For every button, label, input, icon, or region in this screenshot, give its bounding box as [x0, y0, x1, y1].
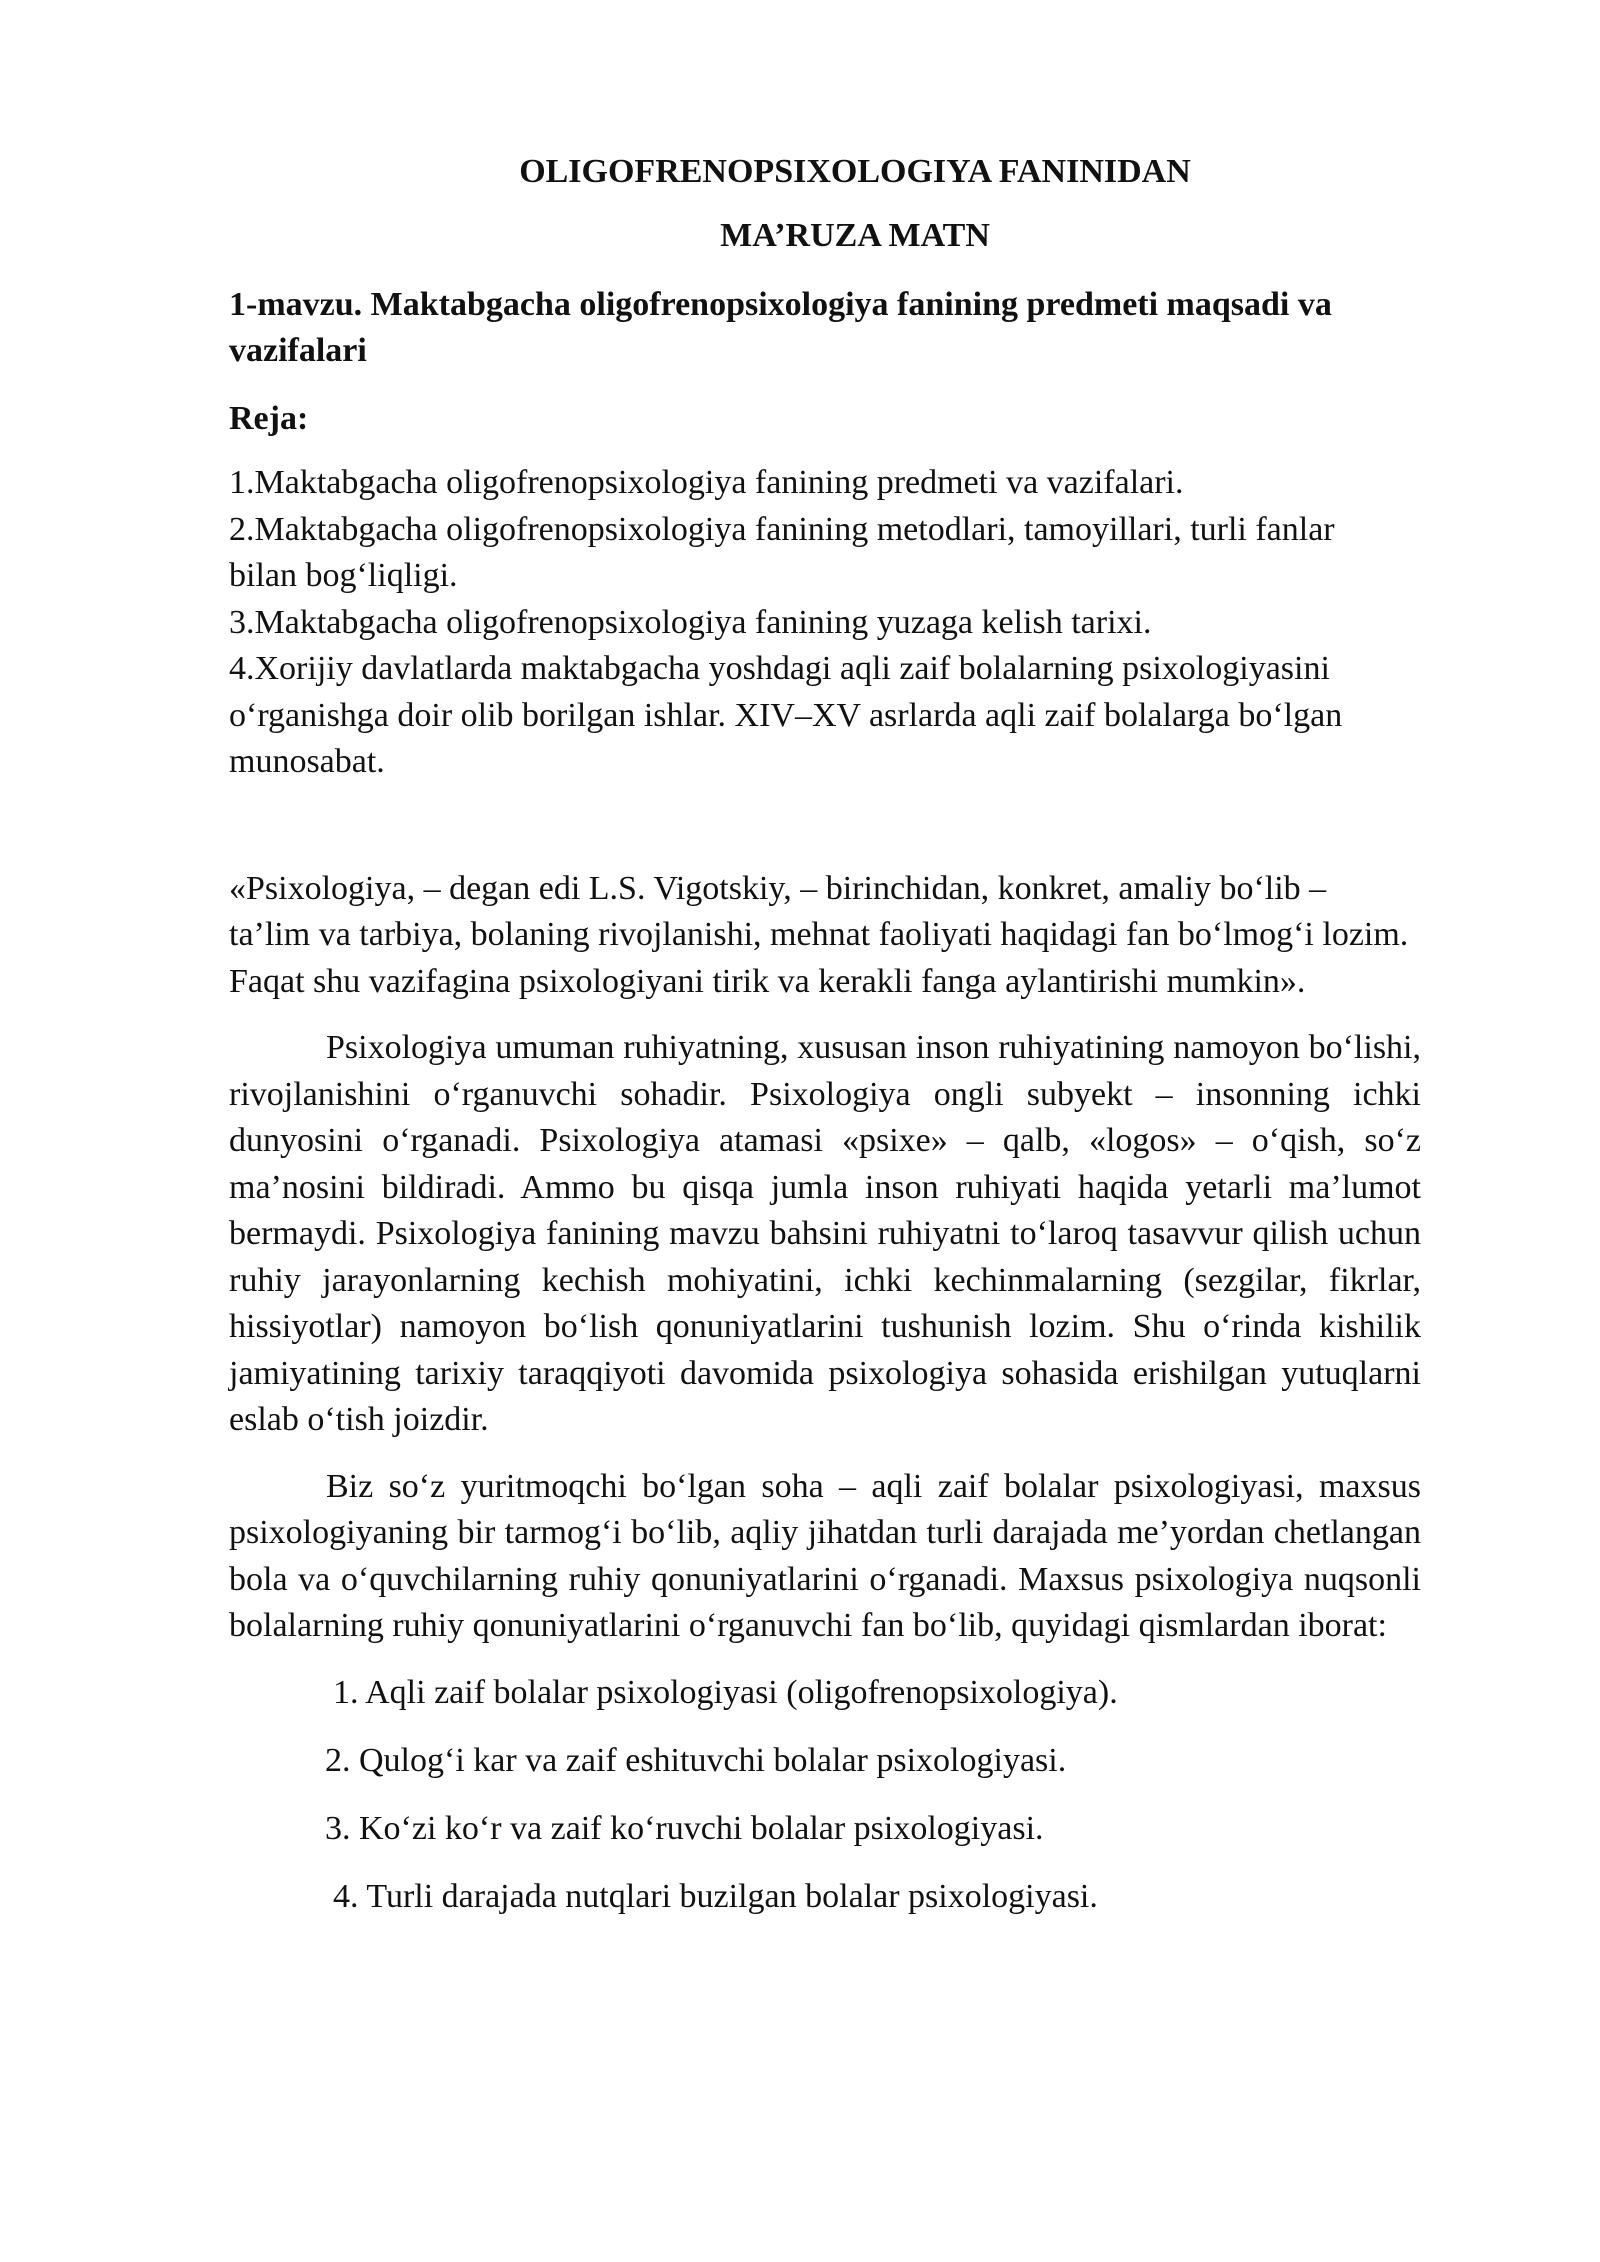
list-item: 2. Qulog‘i kar va zaif eshituvchi bolalar psixologiyasi.: [325, 1741, 1067, 1779]
plan-list: [229, 460, 1421, 786]
plan-item: 2.Maktabgacha oligofrenopsixologiya fanining metodlari, tamoyillari, turli fanlar bilan bog‘liqligi.: [229, 510, 1335, 594]
document-page: [229, 150, 1421, 1942]
list-item: 1. Aqli zaif bolalar psixologiyasi (oligofrenopsixologiya).: [333, 1673, 1118, 1711]
topic-heading: 1-mavzu. Maktabgacha oligofrenopsixologiya fanining predmeti maqsadi va vazifalari: [229, 286, 1332, 369]
body-paragraph: Biz so‘z yuritmoqchi bo‘lgan soha – aqli zaif bolalar psixologiyasi, maxsus psixologiyaning bir tarmog‘i bo‘lib, aqliy jihatdan turli darajada me’yordan chetlangan bola va o‘quvchilarning ruhiy qonuniyatlarini o‘rganadi. Maxsus psixologiya nuqsonli bolalarning ruhiy qonuniyatlarini o‘rganuvchi fan bo‘lib, quyidagi qismlardan iborat:: [229, 1467, 1421, 1644]
document-subtitle: MA’RUZA MATN: [720, 217, 990, 254]
plan-item: 3.Maktabgacha oligofrenopsixologiya fanining yuzaga kelish tarixi.: [229, 603, 1152, 641]
special-psychology-list: [229, 1670, 1421, 1920]
plan-item: 1.Maktabgacha oligofrenopsixologiya fanining predmeti va vazifalari.: [229, 464, 1184, 501]
plan-heading: Reja:: [229, 400, 309, 437]
vigotskiy-quote: «Psixologiya, – degan edi L.S. Vigotskiy, – birinchidan, konkret, amaliy bo‘lib – ta’lim va tarbiya, bolaning rivojlanishi, mehnat faoliyati haqidagi fan bo‘lmog‘i lozim. Faqat shu vazifagina psixologiyani tirik va kerakli fanga aylantirishi mumkin».: [229, 869, 1409, 1000]
body-paragraph: Psixologiya umuman ruhiyatning, xususan inson ruhiyatining namoyon bo‘lishi, rivojlanishini o‘rganuvchi sohadir. Psixologiya ongli subyekt – insonning ichki dunyosini o‘rganadi. Psixologiya atamasi «psixe» – qalb, «logos» – o‘qish, so‘z ma’nosini bildiradi. Ammo bu qisqa jumla inson ruhiyati haqida yetarli ma’lumot bermaydi. Psixologiya fanining mavzu bahsini ruhiyatni to‘laroq tasavvur qilish uchun ruhiy jarayonlarning kechish mohiyatini, ichki kechinmalarning (sezgilar, fikrlar, hissiyotlar) namoyon bo‘lish qonuniyatlarini tushunish lozim. Shu o‘rinda kishilik jamiyatining tarixiy taraqqiyoti davomida psixologiya sohasida erishilgan yutuqlarni eslab o‘tish joizdir.: [229, 1029, 1421, 1438]
list-item: 4. Turli darajada nutqlari buzilgan bolalar psixologiyasi.: [333, 1877, 1098, 1915]
plan-item: 4.Xorijiy davlatlarda maktabgacha yoshdagi aqli zaif bolalarning psixologiyasini o‘rganishga doir olib borilgan ishlar. XIV–XV asrlarda aqli zaif bolalarga bo‘lgan munosabat.: [229, 650, 1343, 780]
document-title: OLIGOFRENOPSIXOLOGIYA FANINIDAN: [519, 153, 1191, 190]
list-item: 3. Ko‘zi ko‘r va zaif ko‘ruvchi bolalar psixologiyasi.: [325, 1809, 1044, 1847]
